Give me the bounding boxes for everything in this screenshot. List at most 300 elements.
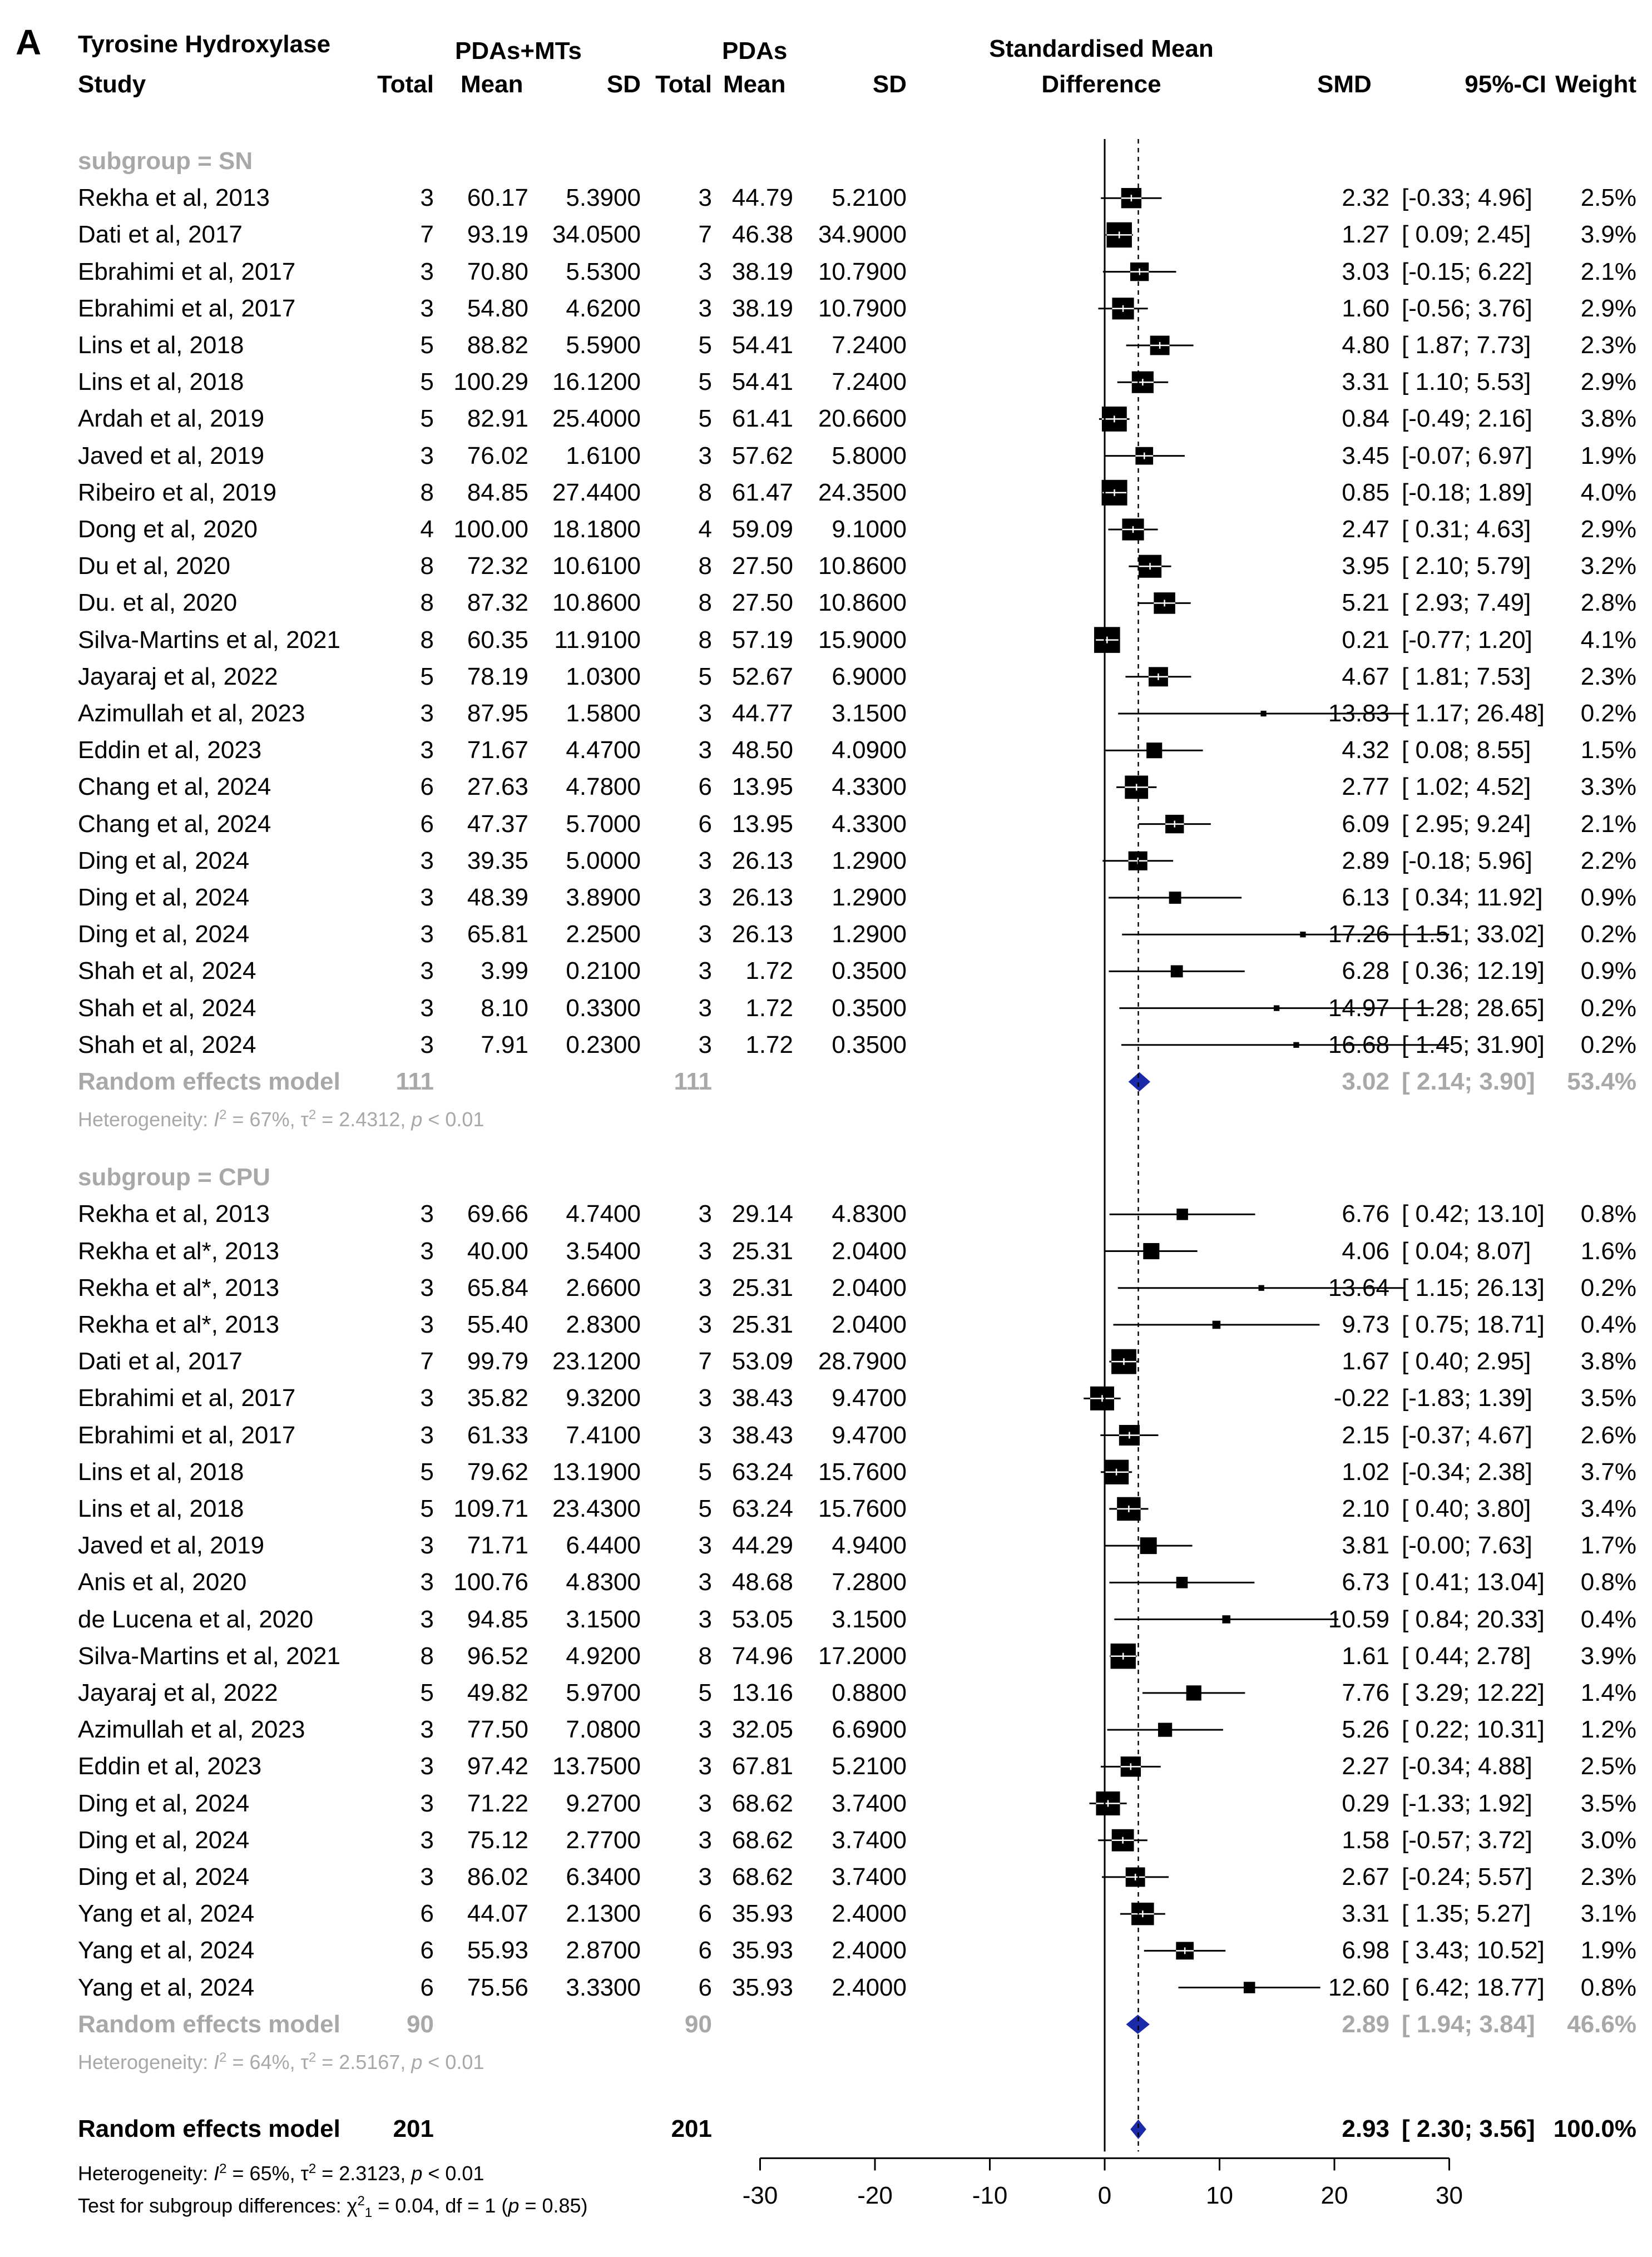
ci-value: [ 3.43; 10.52] — [1402, 1937, 1545, 1964]
header-weight: Weight — [1555, 71, 1636, 98]
study-name: Azimullah et al, 2023 — [78, 1716, 305, 1744]
exp-sd: 0.3300 — [566, 994, 641, 1022]
ctrl-sd: 3.7400 — [832, 1863, 907, 1890]
exp-total: 3 — [420, 957, 434, 985]
exp-total: 3 — [420, 736, 434, 764]
study-square — [1274, 1005, 1279, 1011]
weight-value: 1.9% — [1580, 442, 1636, 469]
study-name: Javed et al, 2019 — [78, 442, 265, 469]
weight-value: 0.4% — [1580, 1310, 1636, 1338]
smd-value: 1.58 — [1342, 1826, 1389, 1854]
exp-sd: 10.6100 — [552, 552, 641, 580]
weight-value: 3.3% — [1580, 773, 1636, 801]
header-mean-exp: Mean — [461, 71, 523, 98]
study-name: Rekha et al*, 2013 — [78, 1310, 280, 1338]
weight-value: 2.6% — [1580, 1421, 1636, 1449]
smd-value: 13.83 — [1328, 700, 1389, 727]
ci-value: [ 1.45; 31.90] — [1402, 1031, 1545, 1058]
ctrl-mean: 54.41 — [731, 331, 793, 359]
exp-sd: 13.1900 — [552, 1458, 641, 1486]
smd-value: 4.32 — [1342, 736, 1389, 764]
weight-value: 0.4% — [1580, 1605, 1636, 1633]
exp-mean: 75.12 — [467, 1826, 528, 1854]
weight-value: 2.3% — [1580, 331, 1636, 359]
ci-value: [-0.49; 2.16] — [1402, 405, 1532, 433]
exp-total: 6 — [420, 1900, 434, 1928]
weight-value: 1.5% — [1580, 736, 1636, 764]
smd-value: 6.09 — [1342, 810, 1389, 838]
ci-value: [ 0.22; 10.31] — [1402, 1716, 1545, 1744]
ctrl-sd: 4.3300 — [832, 810, 907, 838]
weight-value: 0.9% — [1580, 957, 1636, 985]
header-total-exp: Total — [377, 71, 434, 98]
ctrl-total: 7 — [698, 1348, 712, 1375]
study-square — [1176, 1209, 1188, 1220]
exp-mean: 39.35 — [467, 847, 528, 874]
subgroup-diamond — [1129, 1073, 1149, 1091]
study-name: Ebrahimi et al, 2017 — [78, 1384, 296, 1412]
exp-total: 6 — [420, 1937, 434, 1964]
exp-sd: 1.6100 — [566, 442, 641, 469]
exp-total: 3 — [420, 1753, 434, 1780]
smd-value: 1.67 — [1342, 1348, 1389, 1375]
exp-total: 3 — [420, 1532, 434, 1560]
subgroup-ctrl-total: 111 — [674, 1068, 712, 1095]
study-name: Ding et al, 2024 — [78, 1863, 250, 1890]
ctrl-sd: 10.7900 — [818, 258, 907, 285]
exp-total: 3 — [420, 258, 434, 285]
ctrl-sd: 1.2900 — [832, 920, 907, 948]
ctrl-total: 5 — [698, 405, 712, 433]
exp-mean: 70.80 — [467, 258, 528, 285]
exp-sd: 18.1800 — [552, 516, 641, 543]
ctrl-mean: 48.68 — [731, 1568, 793, 1596]
ci-value: [ 6.42; 18.77] — [1402, 1973, 1545, 2001]
ci-value: [-0.00; 7.63] — [1402, 1532, 1532, 1560]
study-square — [1146, 743, 1162, 758]
subgroup-ci: [ 1.94; 3.84] — [1402, 2010, 1535, 2038]
subgroup-exp-total: 111 — [395, 1068, 434, 1095]
study-name: Javed et al, 2019 — [78, 1532, 265, 1560]
exp-total: 3 — [420, 1826, 434, 1854]
ctrl-total: 3 — [698, 1605, 712, 1633]
ctrl-mean: 35.93 — [731, 1973, 793, 2001]
study-name: Shah et al, 2024 — [78, 994, 256, 1022]
ctrl-total: 3 — [698, 700, 712, 727]
study-name: Rekha et al*, 2013 — [78, 1237, 280, 1265]
smd-value: 13.64 — [1328, 1274, 1389, 1301]
ci-value: [ 0.31; 4.63] — [1402, 516, 1531, 543]
study-square — [1171, 965, 1183, 977]
x-tick-label: 10 — [1206, 2182, 1233, 2210]
exp-sd: 11.9100 — [554, 626, 641, 654]
subgroup-weight: 53.4% — [1567, 1068, 1636, 1095]
ctrl-sd: 3.7400 — [832, 1826, 907, 1854]
ctrl-sd: 9.4700 — [832, 1384, 907, 1412]
exp-mean: 72.32 — [467, 552, 528, 580]
study-square — [1259, 1285, 1264, 1291]
weight-value: 2.8% — [1580, 589, 1636, 617]
x-tick-label: 0 — [1097, 2182, 1112, 2210]
ctrl-total: 3 — [698, 1384, 712, 1412]
exp-sd: 7.4100 — [566, 1421, 641, 1449]
smd-value: 2.89 — [1342, 847, 1389, 874]
ctrl-sd: 1.2900 — [832, 884, 907, 911]
ctrl-sd: 2.4000 — [832, 1900, 907, 1928]
smd-value: 2.67 — [1342, 1863, 1389, 1890]
header-plot-title: Standardised Mean — [989, 35, 1214, 62]
exp-mean: 87.32 — [467, 589, 528, 617]
exp-total: 3 — [420, 1863, 434, 1890]
ctrl-sd: 17.2000 — [818, 1642, 907, 1670]
exp-mean: 96.52 — [467, 1642, 528, 1670]
exp-mean: 87.95 — [467, 700, 528, 727]
smd-value: 7.76 — [1342, 1679, 1389, 1706]
ci-value: [ 2.93; 7.49] — [1402, 589, 1531, 617]
ctrl-sd: 0.3500 — [832, 957, 907, 985]
overall-label: Random effects model — [78, 2115, 340, 2143]
exp-total: 5 — [420, 368, 434, 396]
x-tick-label: 30 — [1436, 2182, 1463, 2210]
ctrl-mean: 53.09 — [731, 1348, 793, 1375]
ctrl-mean: 46.38 — [731, 221, 793, 249]
ctrl-total: 5 — [698, 331, 712, 359]
exp-total: 3 — [420, 442, 434, 469]
study-name: Shah et al, 2024 — [78, 1031, 256, 1058]
ci-value: [ 0.44; 2.78] — [1402, 1642, 1531, 1670]
weight-value: 3.9% — [1580, 221, 1636, 249]
exp-total: 3 — [420, 994, 434, 1022]
ci-value: [ 1.35; 5.27] — [1402, 1900, 1531, 1928]
x-tick-label: -10 — [972, 2182, 1008, 2210]
weight-value: 3.5% — [1580, 1384, 1636, 1412]
ctrl-mean: 54.41 — [731, 368, 793, 396]
weight-value: 1.6% — [1580, 1237, 1636, 1265]
ctrl-sd: 9.4700 — [832, 1421, 907, 1449]
smd-value: 0.85 — [1342, 478, 1389, 506]
study-name: Ebrahimi et al, 2017 — [78, 258, 296, 285]
weight-value: 3.8% — [1580, 1348, 1636, 1375]
exp-total: 7 — [420, 221, 434, 249]
smd-value: 10.59 — [1328, 1605, 1389, 1633]
ctrl-sd: 15.7600 — [818, 1458, 907, 1486]
smd-value: 1.02 — [1342, 1458, 1389, 1486]
exp-total: 8 — [420, 589, 434, 617]
weight-value: 2.9% — [1580, 294, 1636, 322]
ctrl-mean: 25.31 — [731, 1310, 793, 1338]
ctrl-mean: 59.09 — [731, 516, 793, 543]
smd-value: 2.15 — [1342, 1421, 1389, 1449]
ci-value: [ 2.10; 5.79] — [1402, 552, 1531, 580]
exp-total: 8 — [420, 1642, 434, 1670]
exp-sd: 5.0000 — [566, 847, 641, 874]
smd-value: 1.60 — [1342, 294, 1389, 322]
ci-value: [-0.15; 6.22] — [1402, 258, 1532, 285]
exp-total: 6 — [420, 773, 434, 801]
ci-value: [ 1.81; 7.53] — [1402, 662, 1531, 690]
ctrl-total: 3 — [698, 1310, 712, 1338]
weight-value: 0.2% — [1580, 994, 1636, 1022]
weight-value: 4.1% — [1580, 626, 1636, 654]
ctrl-sd: 2.0400 — [832, 1310, 907, 1338]
ci-value: [-0.33; 4.96] — [1402, 184, 1532, 212]
ctrl-sd: 4.8300 — [832, 1200, 907, 1228]
exp-total: 8 — [420, 626, 434, 654]
exp-sd: 16.1200 — [552, 368, 641, 396]
exp-mean: 100.00 — [453, 516, 528, 543]
exp-mean: 71.22 — [467, 1789, 528, 1817]
exp-sd: 4.6200 — [566, 294, 641, 322]
ctrl-mean: 32.05 — [731, 1716, 793, 1744]
ci-value: [ 0.34; 11.92] — [1402, 884, 1543, 911]
exp-total: 3 — [420, 1274, 434, 1301]
ci-value: [-0.56; 3.76] — [1402, 294, 1532, 322]
ctrl-total: 5 — [698, 368, 712, 396]
ctrl-mean: 53.05 — [731, 1605, 793, 1633]
ci-value: [ 0.09; 2.45] — [1402, 221, 1531, 249]
exp-sd: 2.8300 — [566, 1310, 641, 1338]
exp-total: 3 — [420, 1716, 434, 1744]
weight-value: 3.2% — [1580, 552, 1636, 580]
ctrl-total: 5 — [698, 1494, 712, 1522]
ctrl-total: 3 — [698, 1789, 712, 1817]
study-square — [1169, 892, 1181, 904]
ctrl-sd: 15.7600 — [818, 1494, 907, 1522]
study-name: Eddin et al, 2023 — [78, 1753, 262, 1780]
exp-sd: 3.5400 — [566, 1237, 641, 1265]
overall-smd: 2.93 — [1342, 2115, 1389, 2143]
smd-value: 0.29 — [1342, 1789, 1389, 1817]
ctrl-mean: 35.93 — [731, 1900, 793, 1928]
header-sd-ctrl: SD — [872, 71, 907, 98]
exp-sd: 4.9200 — [566, 1642, 641, 1670]
ctrl-mean: 44.29 — [731, 1532, 793, 1560]
exp-sd: 9.2700 — [566, 1789, 641, 1817]
study-name: Ding et al, 2024 — [78, 884, 250, 911]
exp-mean: 99.79 — [467, 1348, 528, 1375]
exp-mean: 55.93 — [467, 1937, 528, 1964]
exp-sd: 9.3200 — [566, 1384, 641, 1412]
exp-mean: 47.37 — [467, 810, 528, 838]
study-name: Ebrahimi et al, 2017 — [78, 294, 296, 322]
exp-mean: 55.40 — [467, 1310, 528, 1338]
ci-value: [ 0.42; 13.10] — [1402, 1200, 1545, 1228]
ctrl-mean: 63.24 — [731, 1458, 793, 1486]
ctrl-sd: 10.8600 — [818, 552, 907, 580]
ctrl-mean: 13.16 — [731, 1679, 793, 1706]
ctrl-mean: 61.41 — [731, 405, 793, 433]
study-name: Rekha et al, 2013 — [78, 1200, 270, 1228]
subgroup-pooled-label: Random effects model — [78, 2010, 340, 2038]
ctrl-total: 6 — [698, 1973, 712, 2001]
exp-total: 5 — [420, 662, 434, 690]
smd-value: -0.22 — [1333, 1384, 1389, 1412]
exp-total: 5 — [420, 1679, 434, 1706]
smd-value: 4.80 — [1342, 331, 1389, 359]
ctrl-mean: 52.67 — [731, 662, 793, 690]
ctrl-total: 6 — [698, 1900, 712, 1928]
ci-value: [ 0.41; 13.04] — [1402, 1568, 1545, 1596]
subgroup-smd: 2.89 — [1342, 2010, 1389, 2038]
ctrl-total: 5 — [698, 662, 712, 690]
overall-heterogeneity: Heterogeneity: $I^2 = 65\%$, $\tau^2 = 2.3123$, p < 0.01 — [78, 2161, 484, 2185]
ctrl-total: 3 — [698, 1031, 712, 1058]
weight-value: 1.7% — [1580, 1532, 1636, 1560]
ctrl-mean: 57.62 — [731, 442, 793, 469]
ctrl-total: 3 — [698, 736, 712, 764]
exp-total: 5 — [420, 1494, 434, 1522]
exp-total: 5 — [420, 1458, 434, 1486]
ci-value: [-1.83; 1.39] — [1402, 1384, 1532, 1412]
ctrl-total: 3 — [698, 920, 712, 948]
ctrl-sd: 3.1500 — [832, 700, 907, 727]
ci-value: [-0.24; 5.57] — [1402, 1863, 1532, 1890]
exp-sd: 0.2100 — [566, 957, 641, 985]
exp-mean: 88.82 — [467, 331, 528, 359]
ci-value: [-0.07; 6.97] — [1402, 442, 1532, 469]
study-name: Lins et al, 2018 — [78, 1458, 244, 1486]
header-study: Study — [78, 71, 146, 98]
ci-value: [-0.34; 2.38] — [1402, 1458, 1532, 1486]
smd-value: 14.97 — [1328, 994, 1389, 1022]
ci-value: [ 3.29; 12.22] — [1402, 1679, 1545, 1706]
ci-value: [ 0.40; 2.95] — [1402, 1348, 1531, 1375]
exp-mean: 7.91 — [481, 1031, 528, 1058]
ctrl-total: 3 — [698, 1274, 712, 1301]
ctrl-sd: 10.7900 — [818, 294, 907, 322]
exp-mean: 76.02 — [467, 442, 528, 469]
ctrl-total: 3 — [698, 442, 712, 469]
exp-sd: 0.2300 — [566, 1031, 641, 1058]
ctrl-total: 3 — [698, 847, 712, 874]
study-name: Shah et al, 2024 — [78, 957, 256, 985]
study-name: Yang et al, 2024 — [78, 1973, 255, 2001]
ctrl-mean: 68.62 — [731, 1863, 793, 1890]
exp-total: 3 — [420, 1789, 434, 1817]
weight-value: 2.3% — [1580, 662, 1636, 690]
exp-mean: 3.99 — [481, 957, 528, 985]
ctrl-total: 4 — [698, 516, 712, 543]
ctrl-mean: 27.50 — [731, 589, 793, 617]
study-name: de Lucena et al, 2020 — [78, 1605, 314, 1633]
ctrl-sd: 4.3300 — [832, 773, 907, 801]
ctrl-mean: 74.96 — [731, 1642, 793, 1670]
ctrl-mean: 26.13 — [731, 920, 793, 948]
smd-value: 3.45 — [1342, 442, 1389, 469]
subgroup-label: subgroup = CPU — [78, 1164, 270, 1191]
ctrl-sd: 20.6600 — [818, 405, 907, 433]
weight-value: 1.2% — [1580, 1716, 1636, 1744]
smd-value: 2.27 — [1342, 1753, 1389, 1780]
exp-total: 7 — [420, 1348, 434, 1375]
exp-mean: 71.71 — [467, 1532, 528, 1560]
ctrl-mean: 29.14 — [731, 1200, 793, 1228]
exp-total: 3 — [420, 700, 434, 727]
exp-sd: 23.1200 — [552, 1348, 641, 1375]
ctrl-sd: 7.2800 — [832, 1568, 907, 1596]
study-square — [1158, 1723, 1172, 1737]
ctrl-sd: 7.2400 — [832, 368, 907, 396]
exp-sd: 4.8300 — [566, 1568, 641, 1596]
ctrl-sd: 0.3500 — [832, 1031, 907, 1058]
smd-value: 2.47 — [1342, 516, 1389, 543]
exp-sd: 6.3400 — [566, 1863, 641, 1890]
study-square — [1186, 1685, 1201, 1700]
exp-mean: 79.62 — [467, 1458, 528, 1486]
subgroup-pooled-label: Random effects model — [78, 1068, 340, 1095]
weight-value: 0.2% — [1580, 1031, 1636, 1058]
study-name: Ding et al, 2024 — [78, 920, 250, 948]
subgroup-smd: 3.02 — [1342, 1068, 1389, 1095]
x-tick-label: 20 — [1320, 2182, 1348, 2210]
exp-mean: 35.82 — [467, 1384, 528, 1412]
ctrl-total: 8 — [698, 589, 712, 617]
ctrl-total: 8 — [698, 552, 712, 580]
ctrl-total: 7 — [698, 221, 712, 249]
smd-value: 6.28 — [1342, 957, 1389, 985]
exp-mean: 100.29 — [453, 368, 528, 396]
ctrl-mean: 63.24 — [731, 1494, 793, 1522]
exp-mean: 84.85 — [467, 478, 528, 506]
weight-value: 3.8% — [1580, 405, 1636, 433]
header-group-ctrl: PDAs — [722, 37, 788, 65]
ci-value: [ 1.87; 7.73] — [1402, 331, 1531, 359]
ci-value: [-0.34; 4.88] — [1402, 1753, 1532, 1780]
exp-total: 3 — [420, 1568, 434, 1596]
ctrl-sd: 6.6900 — [832, 1716, 907, 1744]
ctrl-sd: 3.7400 — [832, 1789, 907, 1817]
smd-value: 3.03 — [1342, 258, 1389, 285]
exp-sd: 1.0300 — [566, 662, 641, 690]
ctrl-sd: 3.1500 — [832, 1605, 907, 1633]
subgroup-exp-total: 90 — [407, 2010, 434, 2038]
study-name: Chang et al, 2024 — [78, 810, 271, 838]
header-smd: SMD — [1317, 71, 1372, 98]
exp-total: 3 — [420, 184, 434, 212]
header-sd-exp: SD — [606, 71, 641, 98]
ci-value: [ 0.75; 18.71] — [1402, 1310, 1545, 1338]
exp-mean: 60.17 — [467, 184, 528, 212]
exp-mean: 93.19 — [467, 221, 528, 249]
study-name: Dati et al, 2017 — [78, 221, 243, 249]
subgroup-label: subgroup = SN — [78, 147, 253, 175]
weight-value: 3.5% — [1580, 1789, 1636, 1817]
smd-value: 1.61 — [1342, 1642, 1389, 1670]
exp-mean: 44.07 — [467, 1900, 528, 1928]
ctrl-sd: 5.8000 — [832, 442, 907, 469]
ctrl-total: 8 — [698, 626, 712, 654]
study-name: Dati et al, 2017 — [78, 1348, 243, 1375]
ctrl-mean: 26.13 — [731, 884, 793, 911]
ctrl-total: 8 — [698, 1642, 712, 1670]
ci-value: [ 2.95; 9.24] — [1402, 810, 1531, 838]
smd-value: 3.31 — [1342, 368, 1389, 396]
ctrl-sd: 24.3500 — [818, 478, 907, 506]
ctrl-mean: 1.72 — [745, 957, 793, 985]
smd-value: 5.21 — [1342, 589, 1389, 617]
weight-value: 3.1% — [1580, 1900, 1636, 1928]
weight-value: 2.5% — [1580, 1753, 1636, 1780]
weight-value: 4.0% — [1580, 478, 1636, 506]
exp-total: 3 — [420, 1384, 434, 1412]
ctrl-sd: 7.2400 — [832, 331, 907, 359]
exp-total: 3 — [420, 1421, 434, 1449]
ci-value: [ 1.51; 33.02] — [1402, 920, 1545, 948]
ctrl-sd: 0.8800 — [832, 1679, 907, 1706]
ctrl-sd: 9.1000 — [832, 516, 907, 543]
ctrl-total: 3 — [698, 1753, 712, 1780]
exp-sd: 3.1500 — [566, 1605, 641, 1633]
